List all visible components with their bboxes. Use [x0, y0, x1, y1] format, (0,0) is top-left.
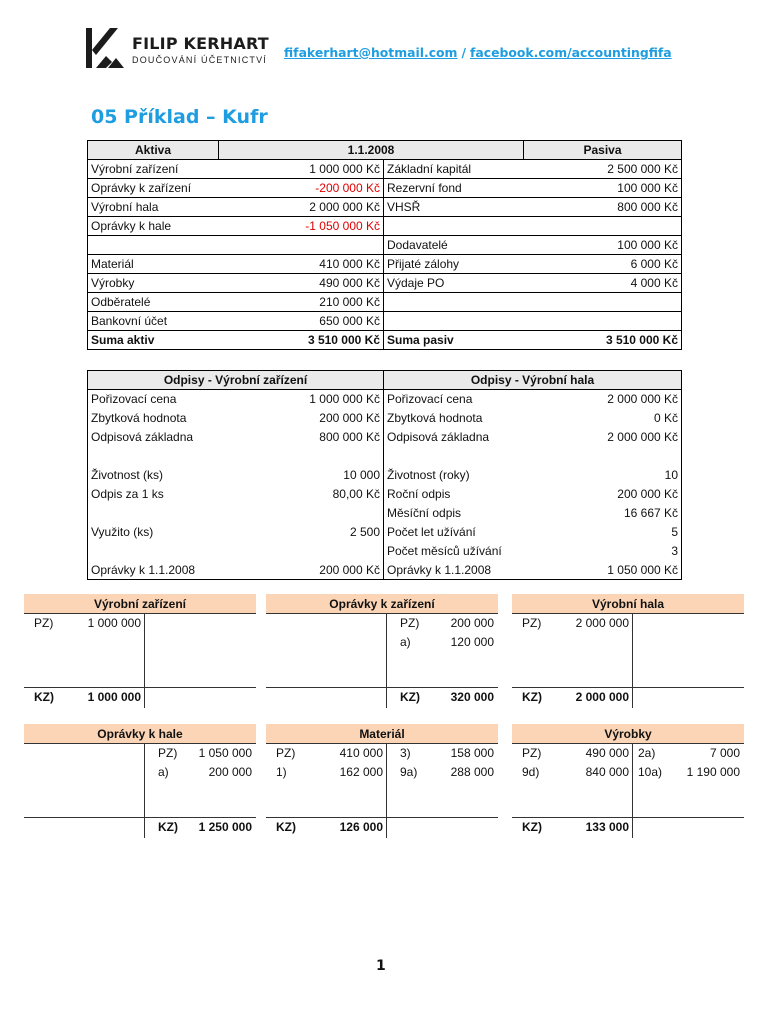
t-account-entry-label: 3) — [400, 746, 411, 760]
asset-value: 410 000 Kč — [219, 255, 384, 274]
equipment-value: 800 000 Kč — [238, 428, 384, 447]
asset-label: Oprávky k zařízení — [88, 179, 219, 198]
equipment-value: 200 000 Kč — [238, 561, 384, 580]
t-account-divider — [632, 614, 633, 708]
balance-row — [88, 255, 682, 274]
t-account-divider — [386, 614, 387, 708]
asset-label: Suma aktiv — [88, 331, 219, 350]
depreciation-row — [88, 542, 682, 561]
logo-k-icon — [86, 28, 124, 68]
hall-label: Odpisová základna — [387, 430, 490, 444]
asset-value: -200 000 Kč — [219, 179, 384, 198]
liability-label — [384, 293, 524, 312]
liability-value: 6 000 Kč — [524, 255, 682, 274]
hall-value: 200 000 Kč — [617, 487, 679, 501]
asset-value: 210 000 Kč — [219, 293, 384, 312]
t-account-total-line — [512, 687, 744, 688]
t-account-entry-value: 200 000 — [450, 616, 494, 630]
t-account-entry-value: 162 000 — [339, 765, 383, 779]
t-account-entry-value: 120 000 — [450, 635, 494, 649]
email-link[interactable]: fifakerhart@hotmail.com — [284, 45, 458, 60]
balance-row — [88, 312, 682, 331]
t-account-entry-value: 1 190 000 — [686, 765, 740, 779]
balance-row — [88, 179, 682, 198]
t-account-entry-label: a) — [158, 765, 169, 779]
t-account-total-line — [24, 817, 256, 818]
asset-value: 490 000 Kč — [219, 274, 384, 293]
equipment-label: Oprávky k 1.1.2008 — [91, 562, 196, 577]
t-account-entry-value: 1 000 000 — [87, 616, 141, 630]
hall-label: Zbytková hodnota — [387, 411, 483, 425]
liability-label: VHSŘ — [384, 198, 524, 217]
t-account — [512, 724, 744, 838]
t-account-entry-value: 158 000 — [450, 746, 494, 760]
balance-row — [88, 293, 682, 312]
liability-value: 100 000 Kč — [524, 179, 682, 198]
t-account-entry-label: PZ) — [522, 746, 542, 760]
t-account-title: Materiál — [266, 724, 498, 744]
equipment-value: 200 000 Kč — [238, 409, 384, 428]
liability-label: Výdaje PO — [384, 274, 524, 293]
asset-label: Oprávky k hale — [88, 217, 219, 236]
equipment-label — [88, 504, 238, 523]
equipment-value: 1 000 000 Kč — [238, 390, 384, 409]
t-account — [24, 724, 256, 838]
hall-label: Měsíční odpis — [387, 506, 462, 520]
liability-label — [384, 217, 524, 236]
depreciation-equipment-header: Odpisy - Výrobní zařízení — [88, 371, 384, 390]
t-account-divider — [386, 744, 387, 838]
asset-value: 3 510 000 Kč — [219, 331, 384, 350]
facebook-link[interactable]: facebook.com/accountingfifa — [470, 45, 672, 60]
hall-label: Roční odpis — [387, 487, 451, 501]
liability-label: Rezervní fond — [384, 179, 524, 198]
liability-value — [524, 312, 682, 331]
t-account-total-line — [24, 687, 256, 688]
t-account-kz-value: 133 000 — [585, 820, 629, 834]
t-account-kz-label: KZ) — [522, 690, 542, 704]
liability-value: 3 510 000 Kč — [524, 331, 682, 350]
balance-sum-row — [88, 331, 682, 350]
hall-label: Počet měsíců užívání — [387, 544, 502, 558]
equipment-value — [238, 504, 384, 523]
depreciation-row — [88, 428, 682, 447]
page-number: 1 — [376, 958, 386, 974]
depreciation-hall-header: Odpisy - Výrobní hala — [384, 371, 682, 390]
balance-row — [88, 217, 682, 236]
equipment-label: Životnost (ks) — [91, 468, 164, 482]
t-account-entry-label: 1) — [276, 765, 287, 779]
hall-value: 1 050 000 Kč — [607, 562, 679, 577]
t-account — [512, 594, 744, 708]
t-account-divider — [632, 744, 633, 838]
t-account-entry-label: 9d) — [522, 765, 540, 779]
asset-value: 650 000 Kč — [219, 312, 384, 331]
equipment-value: 80,00 Kč — [238, 485, 384, 504]
liability-label: Suma pasiv — [384, 331, 524, 350]
depreciation-table — [87, 370, 682, 580]
asset-label: Odběratelé — [88, 293, 219, 312]
liability-label: Přijaté zálohy — [384, 255, 524, 274]
t-account-entry-label: PZ) — [276, 746, 296, 760]
hall-label: Oprávky k 1.1.2008 — [387, 562, 492, 577]
t-account-entry-label: PZ) — [400, 616, 420, 630]
page-title: 05 Příklad – Kufr — [91, 106, 268, 128]
t-account-kz-label: KZ) — [34, 690, 54, 704]
t-account-kz-value: 126 000 — [339, 820, 383, 834]
liability-label: Dodavatelé — [384, 236, 524, 255]
hall-label: Pořizovací cena — [387, 392, 473, 407]
depreciation-row — [88, 504, 682, 523]
depreciation-row — [88, 390, 682, 409]
t-account-kz-value: 320 000 — [450, 690, 494, 704]
asset-label: Bankovní účet — [88, 312, 219, 331]
balance-sheet-table — [87, 140, 682, 350]
balance-row — [88, 274, 682, 293]
t-account-entry-label: a) — [400, 635, 411, 649]
t-account-total-line — [266, 817, 498, 818]
t-account-entry-label: PZ) — [34, 616, 54, 630]
t-account-entry-value: 2 000 000 — [575, 616, 629, 630]
t-account-total-line — [266, 687, 498, 688]
liability-value: 4 000 Kč — [524, 274, 682, 293]
t-account-title: Oprávky k zařízení — [266, 594, 498, 614]
t-account-entry-label: 9a) — [400, 765, 418, 779]
hall-value: 2 000 000 Kč — [607, 392, 679, 407]
asset-value: 1 000 000 Kč — [219, 160, 384, 179]
t-account-entry-value: 1 050 000 — [198, 746, 252, 760]
t-account-kz-label: KZ) — [400, 690, 420, 704]
aktiva-header: Aktiva — [88, 141, 219, 160]
contact-line — [284, 45, 672, 60]
equipment-value — [238, 542, 384, 561]
hall-label — [384, 447, 538, 466]
hall-value: 3 — [671, 544, 679, 558]
liability-value: 2 500 000 Kč — [524, 160, 682, 179]
asset-label: Výrobní zařízení — [88, 160, 219, 179]
hall-value: 2 000 000 Kč — [607, 430, 679, 444]
asset-label: Materiál — [88, 255, 219, 274]
asset-value — [219, 236, 384, 255]
equipment-label: Odpisová základna — [91, 430, 194, 444]
liability-value: 800 000 Kč — [524, 198, 682, 217]
brand-logo — [86, 28, 276, 68]
balance-row — [88, 198, 682, 217]
balance-row — [88, 236, 682, 255]
t-account — [266, 724, 498, 838]
liability-value — [524, 217, 682, 236]
t-account-entry-label: PZ) — [158, 746, 178, 760]
depreciation-row — [88, 561, 682, 580]
t-account-divider — [144, 614, 145, 708]
equipment-label — [88, 447, 238, 466]
asset-value: 2 000 000 Kč — [219, 198, 384, 217]
equipment-value — [238, 447, 384, 466]
liability-value — [524, 293, 682, 312]
hall-value: 0 Kč — [654, 411, 679, 425]
liability-label: Základní kapitál — [384, 160, 524, 179]
asset-label: Výrobky — [88, 274, 219, 293]
t-account-entry-value: 288 000 — [450, 765, 494, 779]
t-account-entry-label: 2a) — [638, 746, 656, 760]
equipment-label — [88, 542, 238, 561]
t-account-entry-value: 7 000 — [709, 746, 740, 760]
t-account-divider — [144, 744, 145, 838]
t-account — [24, 594, 256, 708]
t-account — [266, 594, 498, 708]
hall-value: 16 667 Kč — [623, 506, 679, 520]
t-account-entry-value: 840 000 — [585, 765, 629, 779]
equipment-label: Odpis za 1 ks — [91, 487, 164, 501]
t-account-kz-value: 1 250 000 — [198, 820, 252, 834]
t-account-title: Výrobní zařízení — [24, 594, 256, 614]
t-account-kz-label: KZ) — [158, 820, 178, 834]
equipment-value: 2 500 — [238, 523, 384, 542]
t-account-entry-label: 10a) — [638, 765, 663, 779]
hall-value — [538, 447, 682, 466]
contact-separator: / — [461, 45, 466, 60]
equipment-label: Využito (ks) — [91, 525, 154, 539]
t-account-entry-value: 200 000 — [208, 765, 252, 779]
equipment-value: 10 000 — [238, 466, 384, 485]
equipment-label: Zbytková hodnota — [91, 411, 187, 425]
asset-label — [88, 236, 219, 255]
pasiva-header: Pasiva — [524, 141, 682, 160]
depreciation-row — [88, 485, 682, 504]
t-account-entry-value: 410 000 — [339, 746, 383, 760]
brand-name: FILIP KERHART — [132, 34, 269, 53]
t-account-kz-label: KZ) — [276, 820, 296, 834]
balance-row — [88, 160, 682, 179]
t-account-title: Výrobky — [512, 724, 744, 744]
depreciation-row — [88, 447, 682, 466]
asset-value: -1 050 000 Kč — [219, 217, 384, 236]
liability-label — [384, 312, 524, 331]
brand-subtitle: DOUČOVÁNÍ ÚČETNICTVÍ — [132, 55, 268, 65]
depreciation-row — [88, 523, 682, 542]
t-account-title: Oprávky k hale — [24, 724, 256, 744]
t-account-title: Výrobní hala — [512, 594, 744, 614]
t-account-entry-value: 490 000 — [585, 746, 629, 760]
t-account-kz-value: 2 000 000 — [575, 690, 629, 704]
date-header: 1.1.2008 — [219, 141, 524, 160]
t-account-entry-label: PZ) — [522, 616, 542, 630]
t-account-kz-label: KZ) — [522, 820, 542, 834]
hall-value: 5 — [671, 525, 679, 539]
t-account-kz-value: 1 000 000 — [87, 690, 141, 704]
liability-value: 100 000 Kč — [524, 236, 682, 255]
depreciation-row — [88, 409, 682, 428]
hall-value: 10 — [664, 468, 679, 482]
equipment-label: Pořizovací cena — [91, 392, 177, 407]
asset-label: Výrobní hala — [88, 198, 219, 217]
hall-label: Počet let užívání — [387, 525, 476, 539]
t-account-total-line — [512, 817, 744, 818]
hall-label: Životnost (roky) — [387, 468, 470, 482]
depreciation-row — [88, 466, 682, 485]
